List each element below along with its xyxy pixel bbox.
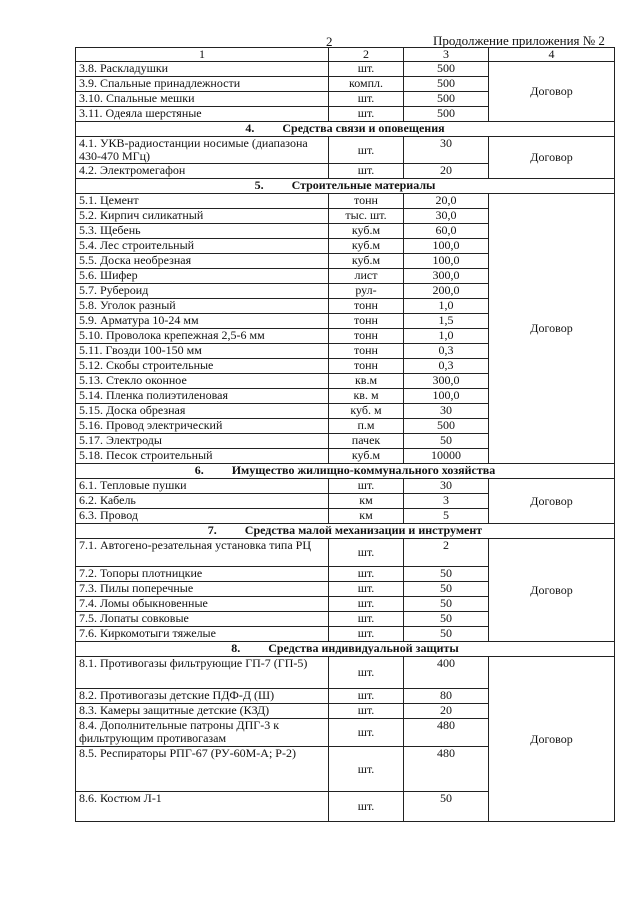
item-name-cell: 8.2. Противогазы детские ПДФ-Д (Ш): [76, 689, 329, 704]
item-name-cell: 5.11. Гвозди 100-150 мм: [76, 344, 329, 359]
page-number: 2: [326, 34, 333, 49]
unit-cell: шт.: [329, 92, 404, 107]
item-name-cell: 8.1. Противогазы фильтрующие ГП-7 (ГП-5): [76, 657, 329, 689]
quantity-cell: 50: [404, 612, 489, 627]
supplies-table: [75, 47, 615, 822]
unit-cell: куб.м: [329, 449, 404, 464]
item-name-cell: 7.2. Топоры плотницкие: [76, 567, 329, 582]
unit-cell: шт.: [329, 479, 404, 494]
section-title: Средства индивидуальной защиты: [268, 641, 459, 655]
item-name-cell: 6.2. Кабель: [76, 494, 329, 509]
table-row: [76, 194, 615, 209]
section-header-cell: [76, 122, 615, 137]
quantity-cell: 5: [404, 509, 489, 524]
item-name-cell: 5.7. Рубероид: [76, 284, 329, 299]
unit-cell: тонн: [329, 344, 404, 359]
item-name-cell: 8.4. Дополнительные патроны ДПГ-3 к фильтрующим противогазам: [76, 719, 329, 747]
item-name-cell: 3.8. Раскладушки: [76, 62, 329, 77]
item-name-cell: 5.6. Шифер: [76, 269, 329, 284]
quantity-cell: 3: [404, 494, 489, 509]
section-title: Средства связи и оповещения: [282, 121, 445, 135]
section-header-cell: [76, 524, 615, 539]
item-name-cell: 6.3. Провод: [76, 509, 329, 524]
unit-cell: шт.: [329, 567, 404, 582]
unit-cell: км: [329, 494, 404, 509]
quantity-cell: 50: [404, 597, 489, 612]
condition-cell: Договор: [489, 539, 615, 642]
section-header-row: [76, 464, 615, 479]
unit-cell: шт.: [329, 597, 404, 612]
unit-cell: шт.: [329, 164, 404, 179]
unit-cell: шт.: [329, 689, 404, 704]
item-name-cell: 3.10. Спальные мешки: [76, 92, 329, 107]
unit-cell: п.м: [329, 419, 404, 434]
condition-cell: Договор: [489, 479, 615, 524]
unit-cell: шт.: [329, 539, 404, 567]
unit-cell: тонн: [329, 314, 404, 329]
unit-cell: тонн: [329, 299, 404, 314]
unit-cell: шт.: [329, 792, 404, 822]
unit-cell: шт.: [329, 704, 404, 719]
item-name-cell: 3.9. Спальные принадлежности: [76, 77, 329, 92]
unit-cell: куб.м: [329, 239, 404, 254]
item-name-cell: 5.13. Стекло оконное: [76, 374, 329, 389]
unit-cell: тонн: [329, 329, 404, 344]
quantity-cell: 50: [404, 792, 489, 822]
quantity-cell: 80: [404, 689, 489, 704]
condition-cell: Договор: [489, 62, 615, 122]
unit-cell: шт.: [329, 657, 404, 689]
quantity-cell: 500: [404, 77, 489, 92]
unit-cell: тыс. шт.: [329, 209, 404, 224]
unit-cell: куб.м: [329, 224, 404, 239]
quantity-cell: 1,0: [404, 299, 489, 314]
item-name-cell: 5.4. Лес строительный: [76, 239, 329, 254]
quantity-cell: 60,0: [404, 224, 489, 239]
table-row: [76, 539, 615, 567]
item-name-cell: 8.6. Костюм Л-1: [76, 792, 329, 822]
section-number: 7.: [207, 523, 217, 537]
table-row: [76, 62, 615, 77]
item-name-cell: 7.1. Автогено-резательная установка типа РЦ: [76, 539, 329, 567]
quantity-cell: 100,0: [404, 389, 489, 404]
item-name-cell: 4.1. УКВ-радиостанции носимые (диапазона 430-470 МГц): [76, 137, 329, 164]
item-name-cell: 5.12. Скобы строительные: [76, 359, 329, 374]
unit-cell: шт.: [329, 107, 404, 122]
table-row: [76, 479, 615, 494]
item-name-cell: 5.17. Электроды: [76, 434, 329, 449]
quantity-cell: 50: [404, 582, 489, 597]
unit-cell: тонн: [329, 359, 404, 374]
quantity-cell: 100,0: [404, 254, 489, 269]
unit-cell: шт.: [329, 582, 404, 597]
item-name-cell: 5.9. Арматура 10-24 мм: [76, 314, 329, 329]
table-row: [76, 657, 615, 689]
section-header-row: [76, 524, 615, 539]
item-name-cell: 5.1. Цемент: [76, 194, 329, 209]
column-header: 4: [489, 48, 615, 62]
quantity-cell: 300,0: [404, 374, 489, 389]
unit-cell: шт.: [329, 137, 404, 164]
item-name-cell: 7.6. Киркомотыги тяжелые: [76, 627, 329, 642]
item-name-cell: 3.11. Одеяла шерстяные: [76, 107, 329, 122]
quantity-cell: 30: [404, 404, 489, 419]
section-title: Средства малой механизации и инструмент: [244, 523, 483, 537]
item-name-cell: 5.2. Кирпич силикатный: [76, 209, 329, 224]
condition-cell: Договор: [489, 657, 615, 822]
quantity-cell: 2: [404, 539, 489, 567]
table-body: [76, 48, 615, 822]
item-name-cell: 8.3. Камеры защитные детские (КЗД): [76, 704, 329, 719]
item-name-cell: 5.14. Пленка полиэтиленовая: [76, 389, 329, 404]
quantity-cell: 0,3: [404, 359, 489, 374]
condition-cell: Договор: [489, 194, 615, 464]
item-name-cell: 5.5. Доска необрезная: [76, 254, 329, 269]
section-title: Строительные материалы: [291, 178, 436, 192]
item-name-cell: 7.4. Ломы обыкновенные: [76, 597, 329, 612]
quantity-cell: 50: [404, 567, 489, 582]
quantity-cell: 20,0: [404, 194, 489, 209]
quantity-cell: 480: [404, 719, 489, 747]
section-number: 8.: [231, 641, 241, 655]
quantity-cell: 500: [404, 419, 489, 434]
section-number: 6.: [194, 463, 204, 477]
item-name-cell: 8.5. Респираторы РПГ-67 (РУ-60М-А; Р-2): [76, 747, 329, 792]
unit-cell: шт.: [329, 747, 404, 792]
item-name-cell: 5.10. Проволока крепежная 2,5-6 мм: [76, 329, 329, 344]
section-header-row: [76, 179, 615, 194]
quantity-cell: 20: [404, 164, 489, 179]
section-title: Имущество жилищно-коммунального хозяйства: [231, 463, 496, 477]
section-number: 4.: [245, 121, 255, 135]
unit-cell: шт.: [329, 627, 404, 642]
quantity-cell: 100,0: [404, 239, 489, 254]
quantity-cell: 50: [404, 434, 489, 449]
quantity-cell: 500: [404, 107, 489, 122]
unit-cell: куб. м: [329, 404, 404, 419]
quantity-cell: 1,0: [404, 329, 489, 344]
quantity-cell: 0,3: [404, 344, 489, 359]
quantity-cell: 30: [404, 137, 489, 164]
unit-cell: кв.м: [329, 374, 404, 389]
column-header-row: [76, 48, 615, 62]
item-name-cell: 7.3. Пилы поперечные: [76, 582, 329, 597]
item-name-cell: 5.15. Доска обрезная: [76, 404, 329, 419]
condition-cell: Договор: [489, 137, 615, 179]
quantity-cell: 10000: [404, 449, 489, 464]
quantity-cell: 200,0: [404, 284, 489, 299]
unit-cell: лист: [329, 269, 404, 284]
unit-cell: шт.: [329, 612, 404, 627]
column-header: 2: [329, 48, 404, 62]
section-header-cell: [76, 464, 615, 479]
quantity-cell: 400: [404, 657, 489, 689]
item-name-cell: 7.5. Лопаты совковые: [76, 612, 329, 627]
section-header-row: [76, 642, 615, 657]
unit-cell: кв. м: [329, 389, 404, 404]
unit-cell: км: [329, 509, 404, 524]
column-header: 3: [404, 48, 489, 62]
unit-cell: шт.: [329, 62, 404, 77]
item-name-cell: 5.16. Провод электрический: [76, 419, 329, 434]
item-name-cell: 6.1. Тепловые пушки: [76, 479, 329, 494]
unit-cell: рул-: [329, 284, 404, 299]
quantity-cell: 500: [404, 92, 489, 107]
quantity-cell: 30: [404, 479, 489, 494]
unit-cell: шт.: [329, 719, 404, 747]
section-header-cell: [76, 179, 615, 194]
quantity-cell: 1,5: [404, 314, 489, 329]
item-name-cell: 5.18. Песок строительный: [76, 449, 329, 464]
item-name-cell: 5.8. Уголок разный: [76, 299, 329, 314]
column-header: 1: [76, 48, 329, 62]
continuation-header: Продолжение приложения № 2: [433, 33, 605, 48]
quantity-cell: 500: [404, 62, 489, 77]
quantity-cell: 480: [404, 747, 489, 792]
unit-cell: компл.: [329, 77, 404, 92]
quantity-cell: 20: [404, 704, 489, 719]
unit-cell: пачек: [329, 434, 404, 449]
section-header-row: [76, 122, 615, 137]
section-header-cell: [76, 642, 615, 657]
quantity-cell: 30,0: [404, 209, 489, 224]
unit-cell: куб.м: [329, 254, 404, 269]
table-row: [76, 137, 615, 164]
quantity-cell: 300,0: [404, 269, 489, 284]
quantity-cell: 50: [404, 627, 489, 642]
item-name-cell: 5.3. Щебень: [76, 224, 329, 239]
section-number: 5.: [254, 178, 264, 192]
item-name-cell: 4.2. Электромегафон: [76, 164, 329, 179]
unit-cell: тонн: [329, 194, 404, 209]
